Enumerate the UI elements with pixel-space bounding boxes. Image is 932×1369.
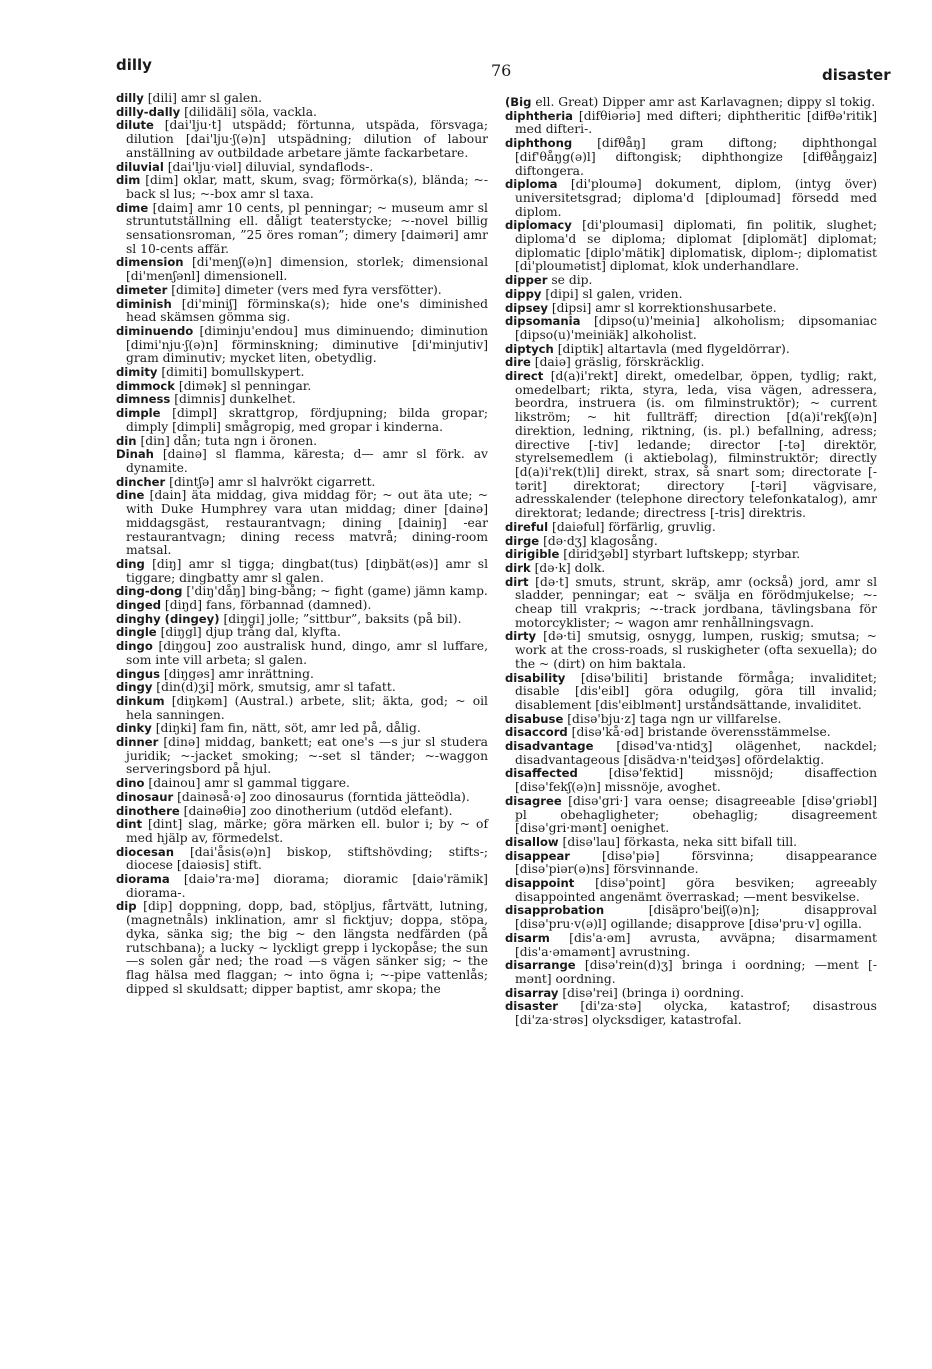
entry-definition: [dimnis] dunkelhet.: [170, 392, 296, 407]
entry-headword: dippy: [505, 286, 542, 301]
dictionary-entry: [505, 370, 877, 521]
entry-headword: dimness: [116, 392, 171, 407]
entry-headword: dirge: [505, 533, 540, 548]
dictionary-entry: [116, 695, 488, 722]
dictionary-entry: [116, 256, 488, 283]
dictionary-entry: [505, 288, 877, 302]
dictionary-entry: [116, 489, 488, 558]
dictionary-entry: [116, 626, 488, 640]
entry-definition: [diridʒəbl] styrbart luftskepp; styrbar.: [559, 547, 801, 562]
entry-definition: [daiəful] förfärlig, gruvlig.: [548, 519, 716, 534]
entry-definition: [disə'bju·z] taga ngn ur villfarelse.: [563, 711, 782, 726]
entry-definition: [diŋgi] jolle; ”sittbur”, baksits (på bil).: [219, 611, 462, 626]
entry-definition: [daim] amr 10 cents, pl penningar; ~ museum amr sl struntutställning ell. dåligt teaterstycke; ~-novel billig sensationsroman, ”25 öres roman”; dimery [daiməri] amr sl 10-cents affär.: [126, 200, 488, 256]
entry-headword: dint: [116, 817, 143, 832]
entry-headword: disagree: [505, 793, 562, 808]
entry-headword: dincher: [116, 474, 166, 489]
entry-definition: [dipso(u)'meinia] alkoholism; dipsomaniac [dipso(u)'meiniäk] alkoholist.: [515, 314, 877, 342]
dictionary-entry: [505, 795, 877, 836]
entry-definition: [diŋkəm] (Austral.) arbete, slit; äkta, god; ~ oil hela sanningen.: [126, 693, 488, 722]
entry-headword: disability: [505, 670, 566, 685]
entry-headword: dimmock: [116, 378, 175, 393]
entry-definition: [di'menʃ(ə)n] dimension, storlek; dimensional [di'menʃənl] dimensionell.: [126, 255, 488, 284]
dictionary-entry: [505, 959, 877, 986]
dictionary-entry: [116, 366, 488, 380]
dictionary-entry: [505, 672, 877, 713]
entry-headword: dimity: [116, 365, 158, 380]
entry-definition: [dai'lju·t] utspädd; förtunna, utspäda, försvaga; dilution [dai'lju·ʃ(ə)n] utspädning; dilution of labour anställning av outbildade arbetare jämte fackarbetare.: [126, 118, 488, 160]
entry-definition: [disə'kå·əd] bristande överensstämmelse.: [567, 725, 831, 740]
entry-headword: (Big: [505, 95, 532, 109]
dictionary-entry: [116, 161, 488, 175]
dictionary-entry: [505, 932, 877, 959]
entry-definition: [diptik] altartavla (med flygeldörrar).: [553, 341, 790, 356]
dictionary-entry: [116, 284, 488, 298]
entry-headword: Dinah: [116, 447, 154, 462]
dictionary-entry: [116, 640, 488, 667]
entry-definition: [disə'biliti] bristande förmåga; invaliditet; disable [dis'eibl] göra odugilg, göra till invalid; disablement [dis'eiblmənt] urståndsättande, invaliditet.: [515, 670, 877, 712]
dictionary-entry: [505, 850, 877, 877]
entry-definition: ['diŋ'dåŋ] bing-bång; ~ fight (game) jämn kamp.: [182, 584, 488, 599]
dictionary-entry: [505, 630, 877, 671]
entry-definition: [disə'rein(d)ʒ] bringa i oordning; —ment [-mənt] oordning.: [515, 958, 877, 986]
dictionary-entry: [505, 315, 877, 342]
entry-headword: disaffected: [505, 766, 578, 781]
entry-headword: dinner: [116, 735, 159, 750]
entry-definition: [diŋki] fam fin, nätt, söt, amr led på, dålig.: [151, 721, 421, 736]
entry-headword: direct: [505, 369, 544, 384]
entry-definition: [dis'a·əm] avrusta, avväpna; disarmament [dis'a·əmamənt] avrustning.: [515, 930, 877, 959]
entry-definition: [dint] slag, märke; göra märken ell. bulor i; by ~ of med hjälp av, förmedelst.: [126, 817, 488, 845]
dictionary-entry: [505, 535, 877, 549]
dictionary-entry: [505, 219, 877, 274]
entry-definition: [disə'point] göra besviken; agreeably disappointed angenämt överraskad; —ment besvikelse.: [515, 876, 877, 904]
right-column: [505, 96, 877, 1028]
dictionary-entry: [116, 435, 488, 449]
entry-definition: [difθåŋ] gram diftong; diphthongal [dif'θåŋg(ə)l] diftongisk; diphthongize [difθåŋgaiz] diftongera.: [515, 136, 877, 178]
entry-definition: [dinə] middag, bankett; eat one's —s jur sl studera juridik; ~-jacket smoking; ~-set sl tänder; ~-waggon serveringsbord på hjul.: [126, 735, 488, 777]
entry-headword: dingle: [116, 625, 157, 640]
dictionary-entry: [116, 777, 488, 791]
dictionary-entry: [116, 558, 488, 585]
entry-definition: [disə'lau] förkasta, neka sitt bifall till.: [558, 834, 798, 849]
dictionary-entry: [505, 562, 877, 576]
entry-definition: [dimpl] skrattgrop, fördjupning; bilda gropar; dimply [dimpli] smågropig, med gropar i kinderna.: [126, 406, 488, 434]
entry-headword: dirigible: [505, 547, 560, 562]
entry-headword: dinosaur: [116, 789, 174, 804]
entry-headword: disarm: [505, 930, 550, 945]
entry-definition: [dili] amr sl galen.: [143, 91, 263, 105]
dictionary-entry: [116, 873, 488, 900]
entry-definition: [də·t] smuts, strunt, skräp, amr (också) jord, amr sl sladder, penningar; eat ~ svälja en förödmjukelse; ~-cheap till vrakpris; ~-track jordbana, tävlingsbana för motorcyklister; ~ wagon amr renhållningsvagn.: [515, 574, 877, 630]
entry-definition: ell. Great) Dipper amr ast Karlavagnen; dippy sl tokig.: [531, 95, 876, 109]
entry-headword: dino: [116, 776, 145, 791]
entry-definition: [dai'åsis(ə)n] biskop, stiftshövding; stifts-; diocese [daiəsis] stift.: [126, 844, 488, 873]
entry-headword: disappoint: [505, 876, 575, 891]
dictionary-entry: [505, 904, 877, 931]
entry-definition: [disäpro'beiʃ(ə)n]; disapproval [disə'pru·v(ə)l] ogillande; disapprove [disə'pru·v] ogilla.: [515, 903, 877, 932]
dictionary-entry: [116, 106, 488, 120]
entry-headword: diluvial: [116, 159, 164, 174]
dictionary-entry: [505, 767, 877, 794]
entry-headword: dingy: [116, 680, 153, 695]
entry-headword: dim: [116, 173, 141, 188]
dictionary-entry: [116, 92, 488, 106]
dictionary-entry: [116, 599, 488, 613]
entry-definition: [dain] äta middag, giva middag för; ~ out äta ute; ~ with Duke Humphrey vara utan middag; diner [dainə] middagsgäst, restaurantvagn; dining [dainiŋ] -ear restaurantvagn; dining recess matvrå; dining-room matsal.: [126, 488, 488, 558]
entry-definition: [disə'piə] försvinna; disappearance [disə'piər(ə)ns] försvinnande.: [515, 848, 877, 877]
entry-definition: [di'ploumə] dokument, diplom, (intyg över) universitetsgrad; diploma'd [diploumad] försedd med diplom.: [515, 177, 877, 219]
entry-headword: disallow: [505, 834, 559, 849]
entry-definition: [dintʃə] amr sl halvrökt cigarrett.: [165, 474, 376, 489]
entry-definition: [diŋd] fans, förbannad (damned).: [161, 598, 372, 613]
entry-headword: dingo: [116, 639, 153, 654]
entry-definition: [də·k] dolk.: [530, 560, 606, 575]
dictionary-entry: [116, 900, 488, 996]
entry-definition: [din(d)ʒi] mörk, smutsig, amr sl tafatt.: [152, 680, 396, 695]
entry-definition: [dainəså·ə] zoo dinosaurus (forntida jätteödla).: [173, 789, 470, 804]
dictionary-entry: [116, 791, 488, 805]
entry-definition: [dai'lju·viəl] diluvial, syndaflods-.: [163, 159, 374, 174]
entry-definition: [disə'gri·] vara oense; disagreeable [disə'griəbl] pl obehagligheter; obehaglig; disagreement [disə'gri·mənt] oenighet.: [515, 793, 877, 836]
entry-headword: dirk: [505, 560, 531, 575]
entry-definition: [daiə'ra·mə] diorama; dioramic [daiə'rämik] diorama-.: [126, 872, 488, 900]
left-column: [116, 92, 488, 996]
dictionary-entry: [505, 1000, 877, 1027]
entry-definition: [di'za·stə] olycka, katastrof; disastrous [di'za·strəs] olycksdiger, katastrofal.: [515, 999, 877, 1028]
dictionary-entry: [116, 476, 488, 490]
entry-headword: disappear: [505, 848, 570, 863]
entry-headword: dilly-dally: [116, 104, 181, 119]
entry-definition: [də·ti] smutsig, osnygg, lumpen, ruskig; smutsa; ~ work at the cross-roads, sl ruskigheter (ofta sexuella); do the ~ (dirt) on him baktala.: [515, 629, 877, 671]
entry-headword: diphtheria: [505, 108, 574, 123]
dictionary-entry: [116, 846, 488, 873]
dictionary-entry: [116, 298, 488, 325]
entry-headword: disabuse: [505, 711, 564, 726]
entry-definition: [dipsi] amr sl korrektionshusarbete.: [547, 300, 777, 315]
dictionary-entry: [116, 818, 488, 845]
entry-headword: din: [116, 433, 137, 448]
dictionary-entry: [116, 325, 488, 366]
entry-headword: dirt: [505, 574, 529, 589]
entry-headword: dipsey: [505, 300, 548, 315]
dictionary-entry: [116, 393, 488, 407]
entry-definition: [disə'rei] (bringa i) oordning.: [558, 985, 745, 1000]
entry-headword: disarray: [505, 985, 559, 1000]
entry-definition: [dainou] amr sl gammal tiggare.: [144, 776, 350, 791]
dictionary-entry: [505, 343, 877, 357]
entry-definition: [difθiəriə] med difteri; diphtheritic [difθə'ritik] med difteri-.: [515, 108, 877, 137]
entry-headword: dip: [116, 899, 137, 914]
entry-headword: dimple: [116, 406, 161, 421]
dictionary-entry: [505, 740, 877, 767]
entry-definition: [d(a)i'rekt] direkt, omedelbar, öppen, tydlig; rakt, omedelbart; rikta, styra, leda, visa vägen, adressera, beordra, instruera (is. om filminstruktör); ~ current likström; ~ hit fullträff; direction [d(a)i'rekʃ(ə)n] direktion, ledning, riktning, (is. pl.) befallning, adress; directive [-tiv] ledande; director [-tə] direktör, styrelsemedlem (i aktiebolag), filminstruktör; directly [d(a)i'rek(t)li] direkt, strax, så snart som; directorate [-tərit] direktorat; directory [-təri] vägvisare, adresskalender (telephone directory telefonkatalog), amr direktorat; ledande; directress [-tris] direktris.: [515, 369, 877, 521]
dictionary-entry: [505, 178, 877, 219]
entry-definition: se dip.: [547, 273, 593, 288]
dictionary-entry: [116, 585, 488, 599]
entry-headword: dinkum: [116, 693, 165, 708]
entry-headword: dirty: [505, 629, 537, 644]
dictionary-entry: [116, 448, 488, 475]
dictionary-entry: [505, 576, 877, 631]
entry-headword: diphthong: [505, 136, 573, 151]
dictionary-entry: [505, 987, 877, 1001]
entry-definition: [dim] oklar, matt, skum, svag; förmörka(s), blända; ~-back sl lus; ~-box amr sl taxa.: [126, 173, 488, 201]
entry-headword: disarrange: [505, 958, 576, 973]
entry-headword: dire: [505, 355, 531, 370]
dictionary-entry: [505, 96, 877, 110]
entry-headword: ding: [116, 556, 145, 571]
entry-headword: diocesan: [116, 844, 174, 859]
dictionary-entry: [116, 407, 488, 434]
header-guide-word-right: disaster: [822, 66, 891, 84]
entry-definition: [di'miniʃ] förminska(s); hide one's diminished head skämsen gömma sig.: [126, 296, 488, 325]
entry-definition: [diminju'endou] mus diminuendo; diminution [dimi'nju·ʃ(ə)n] förminskning; diminutive [di'minjutiv] gram diminutiv; mycket liten, obetydlig.: [126, 323, 488, 366]
entry-definition: [dimiti] bomullskypert.: [157, 365, 305, 380]
dictionary-entry: [116, 380, 488, 394]
entry-headword: dime: [116, 200, 149, 215]
dictionary-entry: [116, 722, 488, 736]
dictionary-entry: [116, 119, 488, 160]
dictionary-entry: [505, 836, 877, 850]
entry-headword: diminuendo: [116, 323, 194, 338]
entry-definition: [dipi] sl galen, vriden.: [541, 286, 683, 301]
entry-headword: disaccord: [505, 725, 568, 740]
entry-definition: [dimək] sl penningar.: [174, 378, 312, 393]
entry-definition: [diŋgou] zoo australisk hund, dingo, amr sl luffare, som inte vill arbeta; sl galen.: [126, 639, 488, 667]
entry-definition: [disə'fektid] missnöjd; disaffection [disə'fekʃ(ə)n] missnöje, avoghet.: [515, 766, 877, 795]
dictionary-entry: [116, 174, 488, 201]
dictionary-entry: [116, 736, 488, 777]
entry-headword: dinghy (dingey): [116, 611, 220, 626]
entry-headword: diptych: [505, 341, 554, 356]
entry-definition: [diŋgəs] amr inrättning.: [159, 666, 314, 681]
entry-definition: [di'ploumasi] diplomati, fin politik, slughet; diploma'd se diploma; diplomat [diplomät] diplomat; diplomatic [diplo'mätik] diplomatisk, diplom-; diplomatist [di'ploumətist] diplomat, klok underhandlare.: [515, 218, 877, 274]
entry-headword: ding-dong: [116, 584, 183, 599]
entry-headword: dilute: [116, 118, 154, 133]
entry-headword: dipsomania: [505, 314, 581, 329]
dictionary-entry: [505, 726, 877, 740]
entry-definition: [dainə] sl flamma, käresta; d— amr sl förk. av dynamite.: [126, 447, 488, 475]
entry-definition: [din] dån; tuta ngn i öronen.: [136, 433, 318, 448]
entry-headword: dinged: [116, 598, 161, 613]
dictionary-entry: [505, 110, 877, 137]
entry-definition: [dainəθiə] zoo dinotherium (utdöd elefant).: [179, 803, 453, 818]
entry-headword: dipper: [505, 273, 548, 288]
entry-headword: disaster: [505, 999, 559, 1014]
entry-headword: dimension: [116, 255, 184, 270]
dictionary-entry: [505, 521, 877, 535]
entry-definition: [diŋgl] djup trång dal, klyfta.: [156, 625, 341, 640]
entry-definition: [dilidäli] söla, vackla.: [180, 104, 317, 119]
entry-headword: disadvantage: [505, 739, 594, 754]
dictionary-entry: [505, 137, 877, 178]
header-guide-word-left: dilly: [116, 56, 152, 74]
entry-headword: dinky: [116, 721, 152, 736]
dictionary-entry: [505, 302, 877, 316]
dictionary-entry: [505, 548, 877, 562]
entry-definition: [disəd'va·ntidʒ] olägenhet, nackdel; disadvantageous [disädva·n'teidʒəs] ofördelaktig.: [515, 739, 877, 767]
entry-headword: diminish: [116, 296, 172, 311]
dictionary-entry: [116, 805, 488, 819]
entry-headword: diorama: [116, 872, 170, 887]
entry-definition: [diŋ] amr sl tigga; dingbat(tus) [diŋbät(əs)] amr sl tiggare; dingbatty amr sl galen.: [126, 556, 488, 585]
entry-headword: diploma: [505, 177, 558, 192]
entry-headword: direful: [505, 519, 549, 534]
dictionary-entry: [505, 356, 877, 370]
entry-headword: dilly: [116, 91, 144, 105]
entry-headword: dinothere: [116, 803, 180, 818]
entry-headword: dine: [116, 488, 145, 503]
entry-headword: disapprobation: [505, 903, 605, 918]
entry-headword: dingus: [116, 666, 160, 681]
dictionary-entry: [116, 202, 488, 257]
dictionary-entry: [505, 274, 877, 288]
entry-definition: [daiə] gräslig, förskräcklig.: [530, 355, 705, 370]
dictionary-entry: [116, 681, 488, 695]
entry-headword: diplomacy: [505, 218, 572, 233]
entry-headword: dimeter: [116, 282, 168, 297]
entry-definition: [dip] doppning, dopp, bad, stöpljus, fårtvätt, lutning, (magnetnåls) inklination, amr sl ficktjuv; doppa, stöpa, dyka, sänka sig; the big ~ den längsta nedfärden (på rutschbana); a lucky ~ lyckligt grepp i lyckopåse; the sun —s solen går ned; the road —s vägen sänker sig; ~ the flag hälsa med flaggan; ~ into ögna i; ~-pipe vattenlås; dipped sl skuldsatt; dipper baptist, amr skopa; the: [126, 899, 488, 996]
entry-definition: [də·dʒ] klagosång.: [539, 533, 658, 548]
page-number: 76: [491, 61, 512, 80]
dictionary-entry: [116, 668, 488, 682]
entry-definition: [dimitə] dimeter (vers med fyra versfötter).: [167, 282, 442, 297]
dictionary-entry: [505, 877, 877, 904]
